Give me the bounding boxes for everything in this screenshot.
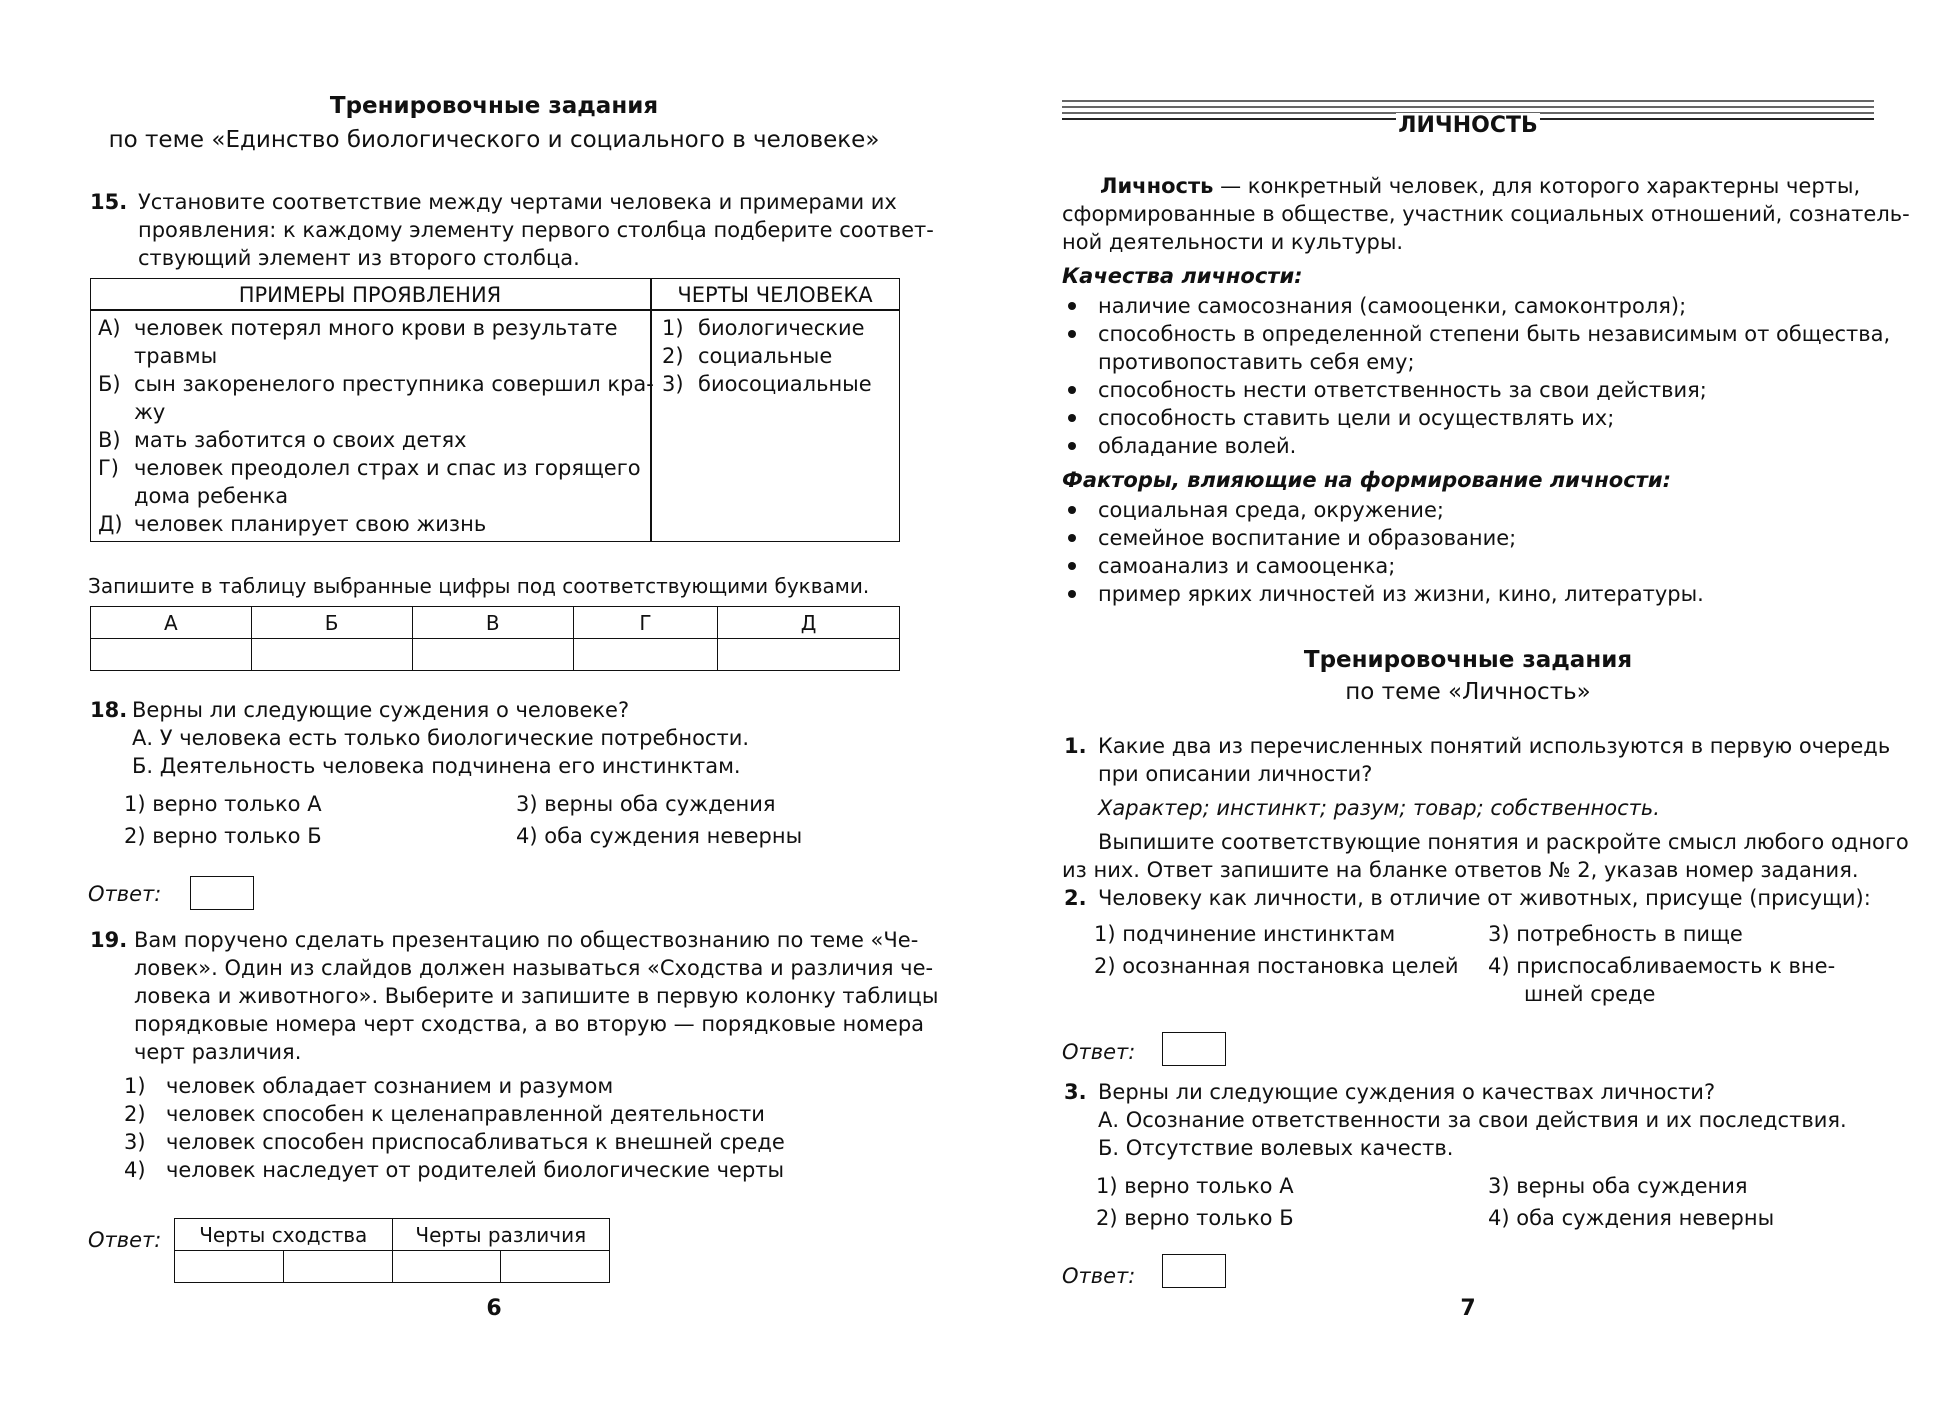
question-number: 18. (90, 698, 128, 722)
concepts-list: Характер; инстинкт; разум; товар; собственность. (1098, 796, 1660, 820)
answer-label: Ответ: (1062, 1040, 1136, 1064)
example-letter: А) (98, 316, 121, 340)
item-text: человек наследует от родителей биологические черты (166, 1158, 785, 1182)
question-text-line: черт различия. (134, 1040, 302, 1064)
example-text: человек потерял много крови в результате (134, 316, 618, 340)
trait-number: 1) (662, 316, 684, 340)
answer-option[interactable]: 4) приспосабливаемость к вне- (1488, 954, 1836, 978)
answer-option-continuation: шней среде (1524, 982, 1656, 1006)
answer-cell[interactable] (91, 639, 252, 671)
example-text: сын закоренелого преступника совершил кра- (134, 372, 654, 396)
list-item: способность нести ответственность за свои действия; (1098, 378, 1707, 402)
bullet-icon (1068, 562, 1076, 570)
answer-box[interactable] (1162, 1254, 1226, 1288)
factors-title: Факторы, влияющие на формирование личности (1062, 468, 1663, 492)
question-text-line: ловека и животного». Выберите и запишите в первую колонку таблицы (134, 984, 939, 1008)
question-text-line: порядковые номера черт сходства, а во вторую — порядковые номера (134, 1012, 925, 1036)
example-letter: Г) (98, 456, 119, 480)
section-subtitle: по теме «Единство биологического и социального в человеке» (108, 127, 880, 153)
answer-option[interactable]: 2) осознанная постановка целей (1094, 954, 1459, 978)
answer-option[interactable]: 3) верны оба суждения (1488, 1174, 1748, 1198)
example-letter: Д) (98, 512, 123, 536)
answer-label-text: Ответ (88, 882, 155, 906)
answer-cell[interactable] (718, 639, 900, 671)
section-title: Тренировочные задания (1303, 647, 1633, 673)
definition-line (1100, 172, 1860, 200)
question-text: Человеку как личности, в отличие от животных, присуще (присущи): (1098, 886, 1871, 910)
trait-text: биологические (698, 316, 865, 340)
statement-a: А. У человека есть только биологические потребности. (132, 726, 750, 750)
answer-cell[interactable] (412, 639, 573, 671)
definition-text: ной деятельности и культуры. (1062, 230, 1404, 254)
answer-option[interactable]: 4) оба суждения неверны (516, 824, 803, 848)
table-header: Черты сходства (175, 1219, 393, 1251)
bullet-icon (1068, 506, 1076, 514)
question-text-line: ловек». Один из слайдов должен называться «Сходства и различия че- (134, 956, 934, 980)
question-text-line: Установите соответствие между чертами человека и примерами их (138, 190, 897, 214)
answer-option[interactable]: 3) верны оба суждения (516, 792, 776, 816)
answer-letter-table (90, 606, 900, 671)
question-number: 3. (1064, 1080, 1087, 1104)
list-item: способность ставить цели и осуществлять их; (1098, 406, 1615, 430)
item-number: 4) (124, 1158, 146, 1182)
list-item: социальная среда, окружение; (1098, 498, 1444, 522)
definition-text: — конкретный человек, для которого характерны черты, (1213, 174, 1861, 198)
answer-label-text: Ответ (1062, 1040, 1129, 1064)
item-text: человек обладает сознанием и разумом (166, 1074, 614, 1098)
page-number: 6 (486, 1296, 502, 1321)
bullet-icon (1068, 302, 1076, 310)
example-text: жу (134, 400, 166, 424)
list-item: самоанализ и самооценка; (1098, 554, 1396, 578)
statement-b: Б. Деятельность человека подчинена его инстинктам. (132, 754, 741, 778)
definition-text: сформированные в обществе, участник социальных отношений, сознатель- (1062, 202, 1910, 226)
section-title: Тренировочные задания (329, 93, 659, 119)
question-text: Верны ли следующие суждения о человеке? (132, 698, 630, 722)
question-number: 19. (90, 928, 128, 952)
answer-option[interactable]: 3) потребность в пище (1488, 922, 1743, 946)
bullet-icon (1068, 414, 1076, 422)
question-text: Верны ли следующие суждения о качествах личности? (1098, 1080, 1716, 1104)
example-text: дома ребенка (134, 484, 289, 508)
list-item: способность в определенной степени быть независимым от общества, (1098, 322, 1891, 346)
table-header: Черты различия (392, 1219, 610, 1251)
instruction-text: Выпишите соответствующие понятия и раскройте смысл любого одного (1098, 830, 1909, 854)
answer-box[interactable] (1162, 1032, 1226, 1066)
table-header: ЧЕРТЫ ЧЕЛОВЕКА (677, 283, 873, 307)
question-text-line: Какие два из перечисленных понятий используются в первую очередь (1098, 734, 1891, 758)
bullet-icon (1068, 442, 1076, 450)
list-item-continuation: противопоставить себя ему; (1098, 350, 1415, 374)
answer-letter: Б (251, 607, 412, 639)
right-page (1062, 0, 1910, 1416)
answer-option[interactable]: 4) оба суждения неверны (1488, 1206, 1775, 1230)
list-item: пример ярких личностей из жизни, кино, литературы. (1098, 582, 1704, 606)
answer-letter: Д (718, 607, 900, 639)
list-item: обладание волей. (1098, 434, 1297, 458)
answer-cell[interactable] (175, 1251, 284, 1283)
question-text-line: ствующий элемент из второго столбца. (138, 246, 580, 270)
question-number: 2. (1064, 886, 1087, 910)
question-text-line: Вам поручено сделать презентацию по обществознанию по теме «Че- (134, 928, 919, 952)
similarity-difference-table (174, 1218, 610, 1283)
bullet-icon (1068, 330, 1076, 338)
example-letter: Б) (98, 372, 121, 396)
question-number: 1. (1064, 734, 1087, 758)
page-number: 7 (1460, 1296, 1476, 1321)
question-text-line: при описании личности? (1098, 762, 1373, 786)
table-header: ПРИМЕРЫ ПРОЯВЛЕНИЯ (238, 283, 502, 307)
qualities-title: Качества личности (1062, 264, 1295, 288)
trait-number: 2) (662, 344, 684, 368)
answer-cell[interactable] (392, 1251, 501, 1283)
bullet-icon (1068, 534, 1076, 542)
item-text: человек способен приспосабливаться к внешней среде (166, 1130, 785, 1154)
header-rule (1062, 100, 1874, 102)
qualities-heading: Качества личности: (1062, 264, 1303, 288)
answer-label: Ответ: (88, 882, 162, 906)
item-number: 1) (124, 1074, 146, 1098)
statement-a: А. Осознание ответственности за свои действия и их последствия. (1098, 1108, 1847, 1132)
trait-text: биосоциальные (698, 372, 872, 396)
answer-cell[interactable] (501, 1251, 610, 1283)
answer-option[interactable]: 2) верно только Б (1096, 1206, 1294, 1230)
definition-term: Личность (1100, 174, 1214, 198)
answer-option[interactable]: 1) верно только А (1096, 1174, 1294, 1198)
bullet-icon (1068, 386, 1076, 394)
list-item: наличие самосознания (самооценки, самоконтроля); (1098, 294, 1687, 318)
answer-letter: А (91, 607, 252, 639)
instruction-text: Запишите в таблицу выбранные цифры под соответствующими буквами. (88, 574, 870, 598)
question-number: 15. (90, 190, 128, 214)
answer-letter: В (412, 607, 573, 639)
answer-box[interactable] (190, 876, 254, 910)
bullet-icon (1068, 590, 1076, 598)
item-text: человек способен к целенаправленной деятельности (166, 1102, 765, 1126)
answer-option[interactable]: 1) верно только А (124, 792, 322, 816)
header-rule (1062, 106, 1874, 108)
answer-option[interactable]: 2) верно только Б (124, 824, 322, 848)
statement-b: Б. Отсутствие волевых качеств. (1098, 1136, 1454, 1160)
trait-number: 3) (662, 372, 684, 396)
example-text: мать заботится о своих детях (134, 428, 467, 452)
answer-label-text: Ответ (1062, 1264, 1129, 1288)
answer-label: Ответ: (88, 1228, 162, 1252)
factors-heading: Факторы, влияющие на формирование личности: (1062, 468, 1671, 492)
answer-option[interactable]: 1) подчинение инстинктам (1094, 922, 1396, 946)
example-text: человек планирует свою жизнь (134, 512, 487, 536)
list-item: семейное воспитание и образование; (1098, 526, 1517, 550)
answer-cell[interactable] (283, 1251, 392, 1283)
question-text-line: проявления: к каждому элементу первого столбца подберите соответ- (138, 218, 934, 242)
answer-cell[interactable] (251, 639, 412, 671)
answer-cell[interactable] (573, 639, 717, 671)
example-text: человек преодолел страх и спас из горящего (134, 456, 641, 480)
item-number: 3) (124, 1130, 146, 1154)
trait-text: социальные (698, 344, 833, 368)
item-number: 2) (124, 1102, 146, 1126)
answer-label-text: Ответ (88, 1228, 155, 1252)
example-letter: В) (98, 428, 121, 452)
left-page (88, 0, 939, 1416)
section-subtitle: по теме «Личность» (1345, 679, 1591, 705)
answer-label: Ответ: (1062, 1264, 1136, 1288)
answer-letter: Г (573, 607, 717, 639)
chapter-header: ЛИЧНОСТЬ (1398, 113, 1538, 138)
example-text: травмы (134, 344, 218, 368)
instruction-text: из них. Ответ запишите на бланке ответов № 2, указав номер задания. (1062, 858, 1859, 882)
